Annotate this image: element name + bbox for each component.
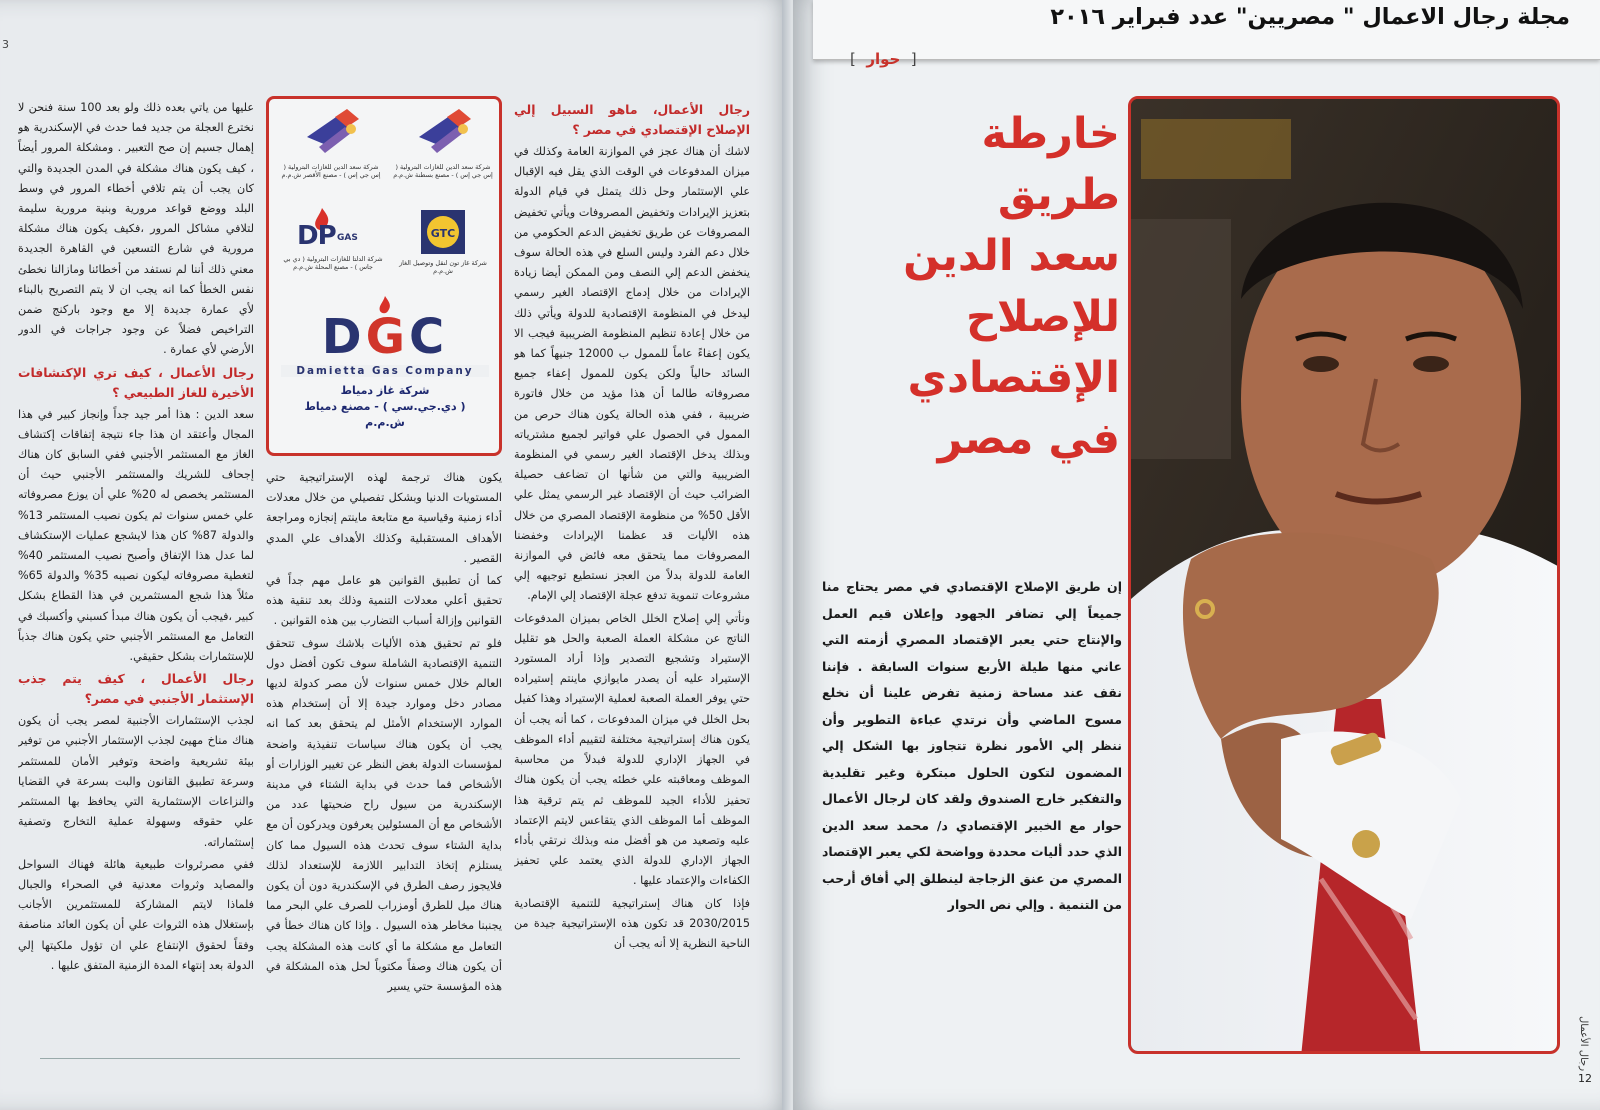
article-headline — [820, 104, 1120, 470]
left-page-number: 3 — [2, 38, 9, 51]
gtc-logo — [397, 209, 489, 275]
article-column-2 — [266, 468, 502, 1056]
dgc-english-name: Damietta Gas Company — [281, 365, 489, 377]
gas-cylinder-icon — [413, 107, 473, 159]
dgc-arabic-name: شركة غاز دمياط — [340, 384, 430, 397]
dgc-letter-g: G — [365, 309, 409, 365]
sgs-basatna-caption: شركة سعد الدين للغازات البترولية ( إس جي إس ) - مصنع بسطنة ش.م.م — [393, 163, 493, 179]
dgc-arabic-type: ش.م.م — [365, 416, 405, 429]
article-column-3 — [18, 98, 254, 1056]
headline-line-1: خارطة — [981, 109, 1120, 159]
dgc-wordmark — [281, 309, 489, 365]
dp-gas-caption: شركة الدلتا للغازات البترولية ( دي بي جاس ) - مصنع المحلة ش.م.م — [283, 255, 383, 271]
dgc-letter-d: D — [321, 309, 366, 365]
dgc-arabic-factory: ( دي.جي.سي ) - مصنع دمياط — [304, 400, 466, 413]
headline-line-2: طريق — [997, 170, 1120, 220]
section-tag: [ حوار ] — [850, 50, 917, 68]
dp-gas-logo — [281, 207, 385, 271]
article-paragraph: عليها من ياتي بعده ذلك ولو بعد 100 سنة فنحن لا نخترع العجلة من جديد فما حدث في الإسكندرية هو إهمال جسيم إن صح التعبير . ومشكلة المرور أيضاً ، كيف يكون هناك مشكلة في المدن الجديدة والتي كان يجب أن يتم تلافي أخطاء المرور في وسط البلد ووضع قواعد مرورية وبنية مرورية سليمة لتلافي مشاكل المرور ،فكيف يكون هناك مشكلة مرورية في شارع التسعين في القاهرة الجديدة معني ذلك أننا لم نستفد من أخطائنا ومازالنا نخطئ نفس الخطأ كما انه يجب ان لا يتم التصريح بالبناء لأي عمارة جديدة إلا مع وجود باركنج ضمن التراخيص فضلاً عن وجود جراجات في الدور الأرضي لأي عمارة . — [18, 101, 254, 357]
article-column-1 — [514, 98, 750, 1056]
left-page — [0, 0, 793, 1110]
article-paragraph: ففي مصرثروات طبيعية هائلة فهناك السواحل والمصايد وثروات معدنية في الصحراء والجبال فلماذا لايتم المشاركة للمستثمرين الأجانب بإستغلال هذه الثروات علي أن يكون العائد مناصفة وفقاً لحقوق الإنتفاع علي ان تؤول ملكيتها إلي الدولة بعد إنتهاء المدة الزمنية المتفق عليها . — [18, 857, 254, 972]
dgc-letter-c: C — [409, 309, 449, 365]
magazine-title: مجلة رجال الاعمال " مصريين" عدد فبراير ٢٠١٦ — [1050, 4, 1570, 30]
gtc-caption: شركة غاز تون لنقل وتوصيل الغاز ش.م.م — [399, 259, 487, 275]
headline-line-6: في مصر — [937, 414, 1120, 464]
section-tag-label: حوار — [866, 50, 901, 68]
sgs-luxor-caption: شركة سعد الدين للغازات البترولية ( إس جي إس ) - مصنع الأقصر ش.م.م — [281, 163, 381, 179]
article-paragraph: فلو تم تحقيق هذه الأليات بلاشك سوف تتحقق التنمية الإقتصادية الشاملة سوف تكون أفضل دول العالم خلال خمس سنوات لأن مصر كدولة لديها مصادر دخل وموارد جيدة إلا أن إستخدام هذه الموارد الإستخدام الأمثل لم يتحقق بعد كما انه يجب أن يكون هناك سياسات تنفيذية واضحة لمؤسسات الدولة بغض النظر عن تغيير الوزارات أو الأشخاص فما حدث في بداية الشتاء في مدينة الإسكندرية من سيول راح ضحيتها عدد من الأشخاص مع أن المسئولين يعرفون ويدركون أن مع بداية الشتاء سوف تحدث هذه السيول مما كان يستلزم إتخاذ التدابير اللازمة للإستعداد لذلك فلايجوز رصف الطرق في الإسكندرية دون أن يكون هناك ميل للطرق أومزراب للصرف علي البحر مما يجنبنا مخاطر هذه السيول . وإذا كان هناك خطأ في التعامل مع مشكلة ما أي كانت هذه المشكلة يجب أن يكون هناك وصفاً مكتوباً لحل هذه المشكلة في هذه المؤسسة حتي يسير — [266, 636, 502, 994]
spine-label: رجال الأعمال — [1578, 1016, 1589, 1072]
article-paragraph: لجذب الإستثمارات الأجنبية لمصر يجب أن يكون هناك مناخ مهيئ لجذب الإستثمار الأجنبي من توفير بيئة تشريعية واضحة وتوفير الأمان للمستثمر وسرعة تطبيق القانون والبت بسرعة في القضايا والنزاعات الإستثمارية التي يحافظ بها المستثمر علي حقوقه وسهولة عملية التخارج وتصفية إستثماراته. — [18, 714, 254, 849]
sponsor-ad-box — [266, 96, 502, 456]
gas-cylinder-icon — [301, 107, 361, 159]
article-paragraph: لاشك أن هناك عجز في الموازنة العامة وكذلك في ميزان المدفوعات في الوقت الذي يقل فيه الإقبال علي الإستثمار وحل ذلك يتمثل في قيام الدولة بتعزيز الإيرادات وتخفيض المصروفات ويأتي تخفيض المصروفات عن طريق تخفيض الدعم الحكومي من خلال دعم الفرد وليس السلع في هذه الحالة سوف ينخفض الدعم إلي النصف ومن الممكن أيضا زيادة الإيرادات من خلال إدماج الإقتصاد الغير رسمي ليدخل في المنظومة الإقتصادية للدولة ويأتي ذلك من خلال إعادة تنظيم المنظومة الضريبية فيجب الا يكون إعفاءً عاماً للممول ب 12000 جنيهاً كما هو السائد حالياً ولكن يكون للممول إعفاء جميع مصروفاته طالما أن هذا مؤيد من خلال فاتورة ضريبية ، ففي هذه الحالة يكون هناك حرص من الممول في الحصول علي فواتير لجميع مشترياته وبذلك يدخل الإقتصاد الغير رسمي في المنظومة الضريبية والتي من شأنها ان تضاعف حصيلة الضرائب حيث أن الإقتصاد غير الرسمي يمثل علي الأقل 50% من منظومة الإقتصاد المصري من خلال هذه الأليات قد عظمنا الإيرادات وخفضنا المصروفات مما يتحقق معه فائض في الموازنة العامة للدولة بدلاً من العجز نستطيع توجيهه إلي مشروعات تنموية تدفع عجلة الإقتصاد إلي الإمام. — [514, 145, 750, 603]
dp-gas-text: GAS — [337, 233, 358, 243]
interview-question: رجال الأعمال ، كيف تري الإكتشافات الأخيرة للغاز الطبيعي ؟ — [18, 364, 254, 400]
gtc-emblem-icon — [420, 209, 466, 255]
portrait-photo — [1128, 96, 1560, 1054]
article-paragraph: كما أن تطبيق القوانين هو عامل مهم جداً في تحقيق أعلي معدلات التنمية وذلك بعد تنقية هذه القوانين وإزالة أسباب التضارب بين هذه القوانين . — [266, 574, 502, 628]
sgs-logo-luxor — [281, 107, 381, 179]
interview-question: رجال الأعمال، ماهو السبيل إلي الإصلاح الإقتصادي في مصر ؟ — [514, 102, 750, 137]
portrait-illustration — [1131, 99, 1560, 1054]
headline-line-3: سعد الدين — [903, 231, 1120, 281]
article-intro: إن طريق الإصلاح الإقتصادي في مصر يحتاج منا جميعاً إلي تضافر الجهود وإعلان قيم العمل والإنتاج حتي يعبر الإقتصاد المصري أزمته التي عاني منها طيلة الأربع سنوات السابقة . فإننا نقف عند مساحة زمنية تفرض علينا أن نخلع مسوح الماضي وأن نرتدي عباءة التطوير وأن ننظر إلي الأمور نظرة تتجاوز بها الشكل إلي المضمون لتكون الحلول مبتكرة وغير تقليدية والتفكير خارج الصندوق ولقد كان لرجال الأعمال حوار مع الخبير الإقتصادي د/ محمد سعد الدين الذي حدد أليات محددة وواضحة لكي يعبر الإقتصاد المصري من عنق الزجاجة لينطلق إلي أفاق أرحب من التنمية . وإلي نص الحوار — [822, 579, 1122, 912]
headline-line-5: الإقتصادي — [907, 353, 1120, 403]
page-bottom-rule — [40, 1058, 740, 1059]
sgs-logo-basatna — [393, 107, 493, 179]
magazine-header — [813, 0, 1600, 60]
article-paragraph: سعد الدين : هذا أمر جيد جداً وإنجاز كبير في هذا المجال وأعتقد ان هذا جاء نتيجة إتفاقات إكتشاف الغاز مع المستثمر الأجنبي ففي السابق كان هناك إجحاف للشريك والمستثمر الأجنبي حيث أن المستثمر يخصص له 20% علي أن يوزع مصروفاته علي خمس سنوات ثم يكون نصيب المستثمر 13% والدولة 87% كان هذا لايشجع عمليات الإستكشاف لما عدل هذا الإتفاق وأصبح نصيب المستثمر 40% لتغطية مصروفاته ليكون نصيبه 35% والدولة 65% مثلاً هذا شجع المستثمرين في هذا القطاع بشكل كبير ،فيجب أن يكون هناك مبدأ كسبني وأكسبك في التعامل مع المستثمر الأجنبي حتي يكون هناك جذباً للإستثمارات بشكل حقيقي. — [18, 407, 254, 664]
article-paragraph: يكون هناك ترجمة لهذه الإستراتيجية حتي المستويات الدنيا وبشكل تفصيلي من خلال معدلات أداء زمنية وقياسية مع متابعة ماينتم إنجازه ومراجعة الأهداف المستقبلية وكذلك الأهداف علي المدي القصير . — [266, 471, 502, 565]
article-paragraph: ونأتي إلي إصلاح الخلل الخاص بميزان المدفوعات الناتج عن مشكلة العملة الصعبة والحل هو تقليل الإستيراد وتشجيع التصدير وإذا أراد المستورد الإستيراد عليه أن يصدر مايوازي ماينتم إستيراده حتي يوفر العملة الصعبة لعملية الإستيراد وهذا كفيل بحل الخلل في ميزان المدفوعات ، كما أنه يجب أن يكون هناك إستراتيجية مختلفة لتقييم أداء الموظف في الجهاز الإداري للدولة فبدلاً من محاسبة الموظف ومعاقبته علي خطئه يجب أن يكون هناك تحفيز للأداء الجيد للموظف ثم يتم ترقية هذا الموظف أما الموظف الذي يتقاعس لايتم الإعتماد عليه وتصعيد من هو أفضل منه وبذلك نرتقي بأداء الجهاز الإداري للدولة الذي يعتمد علي تحفيز الكفاءات والإعتماد عليها . — [514, 611, 750, 888]
dp-mark: DP — [297, 221, 336, 251]
article-paragraph: فإذا كان هناك إستراتيجية للتنمية الإقتصادية 2030/2015 قد تكون هذه الإستراتيجية جيدة من الناحية النظرية إلا أنه يجب أن — [514, 896, 750, 950]
interview-question: رجال الأعمال ، كيف يتم جذب الإستثمار الأجنبي في مصر؟ — [18, 671, 254, 707]
dgc-logo — [281, 295, 489, 431]
right-page-number: 12 — [1578, 1072, 1592, 1085]
gtc-mark: GTC — [430, 227, 456, 240]
headline-line-4: للإصلاح — [966, 292, 1120, 342]
